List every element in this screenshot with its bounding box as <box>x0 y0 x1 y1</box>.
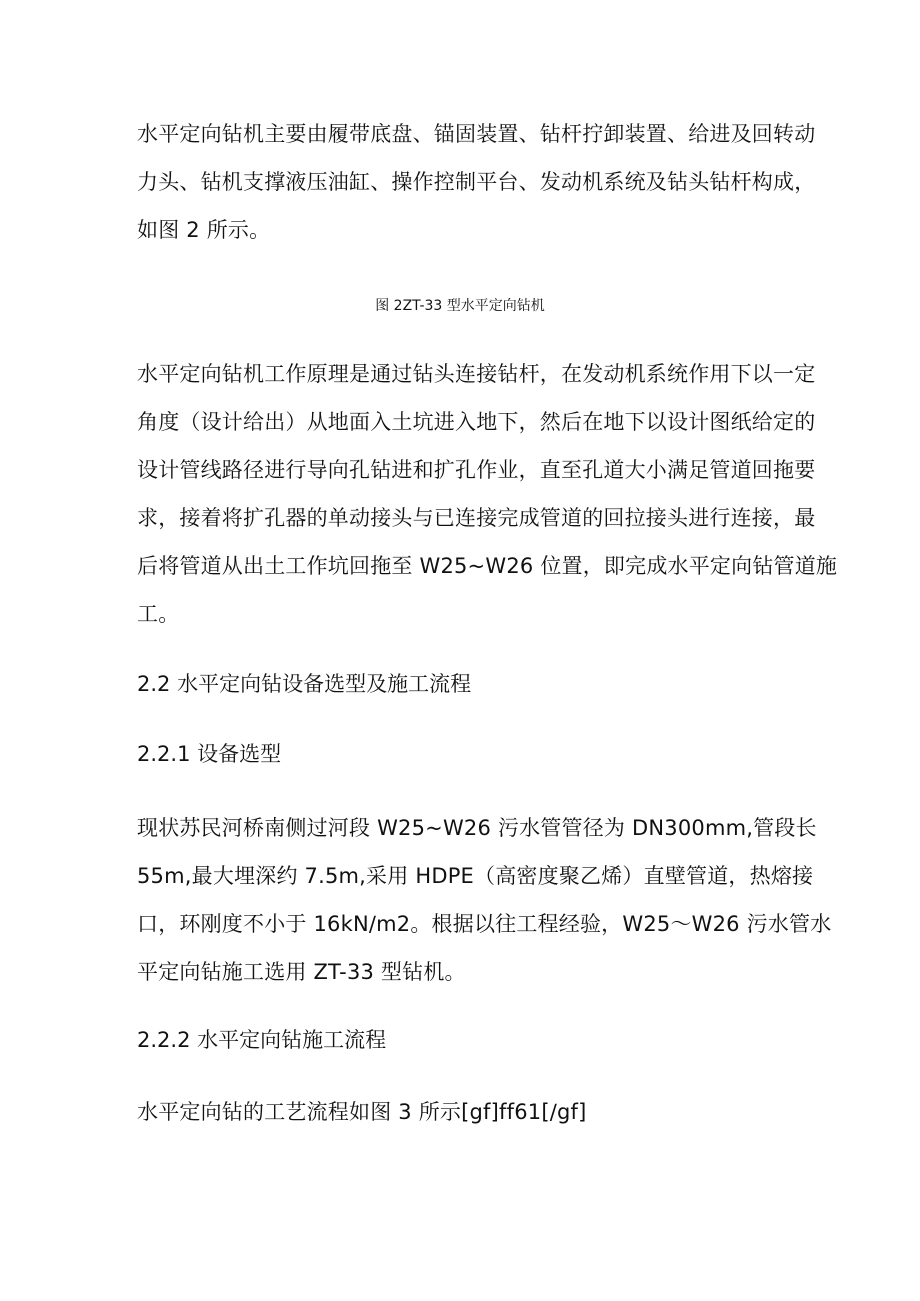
paragraph-3-line-2: 55m,最大埋深约 7.5m,采用 HDPE（高密度聚乙烯）直壁管道，热熔接 <box>137 864 814 888</box>
section-heading-2-2-2: 2.2.2 水平定向钻施工流程 <box>137 1028 387 1052</box>
paragraph-3-line-1: 现状苏民河桥南侧过河段 W25~W26 污水管管径为 DN300mm,管段长 <box>137 816 817 840</box>
paragraph-2-line-4: 求，接着将扩孔器的单动接头与已连接完成管道的回拉接头进行连接，最 <box>137 506 816 530</box>
paragraph-1-line-1: 水平定向钻机主要由履带底盘、锚固装置、钻杆拧卸装置、给进及回转动 <box>137 122 816 146</box>
paragraph-3-line-4: 平定向钻施工选用 ZT-33 型钻机。 <box>137 960 466 984</box>
section-heading-2-2: 2.2 水平定向钻设备选型及施工流程 <box>137 672 472 696</box>
figure-caption: 图 2ZT-33 型水平定向钻机 <box>375 298 545 314</box>
paragraph-2-line-5: 后将管道从出土工作坑回拖至 W25~W26 位置，即完成水平定向钻管道施 <box>137 554 838 578</box>
paragraph-4-line-1: 水平定向钻的工艺流程如图 3 所示[gf]ff61[∕gf] <box>137 1100 587 1124</box>
paragraph-1-line-2: 力头、钻机支撑液压油缸、操作控制平台、发动机系统及钻头钻杆构成， <box>137 170 816 194</box>
paragraph-2-line-1: 水平定向钻机工作原理是通过钻头连接钻杆，在发动机系统作用下以一定 <box>137 362 816 386</box>
paragraph-2-line-2: 角度（设计给出）从地面入土坑进入地下，然后在地下以设计图纸给定的 <box>137 410 816 434</box>
section-heading-2-2-1: 2.2.1 设备选型 <box>137 742 282 766</box>
paragraph-2-line-6: 工。 <box>137 602 180 626</box>
paragraph-2-line-3: 设计管线路径进行导向孔钻进和扩孔作业，直至孔道大小满足管道回拖要 <box>137 458 816 482</box>
paragraph-3-line-3: 口，环刚度不小于 16kN∕m2。根据以往工程经验，W25～W26 污水管水 <box>137 912 832 936</box>
paragraph-1-line-3: 如图 2 所示。 <box>137 218 271 242</box>
